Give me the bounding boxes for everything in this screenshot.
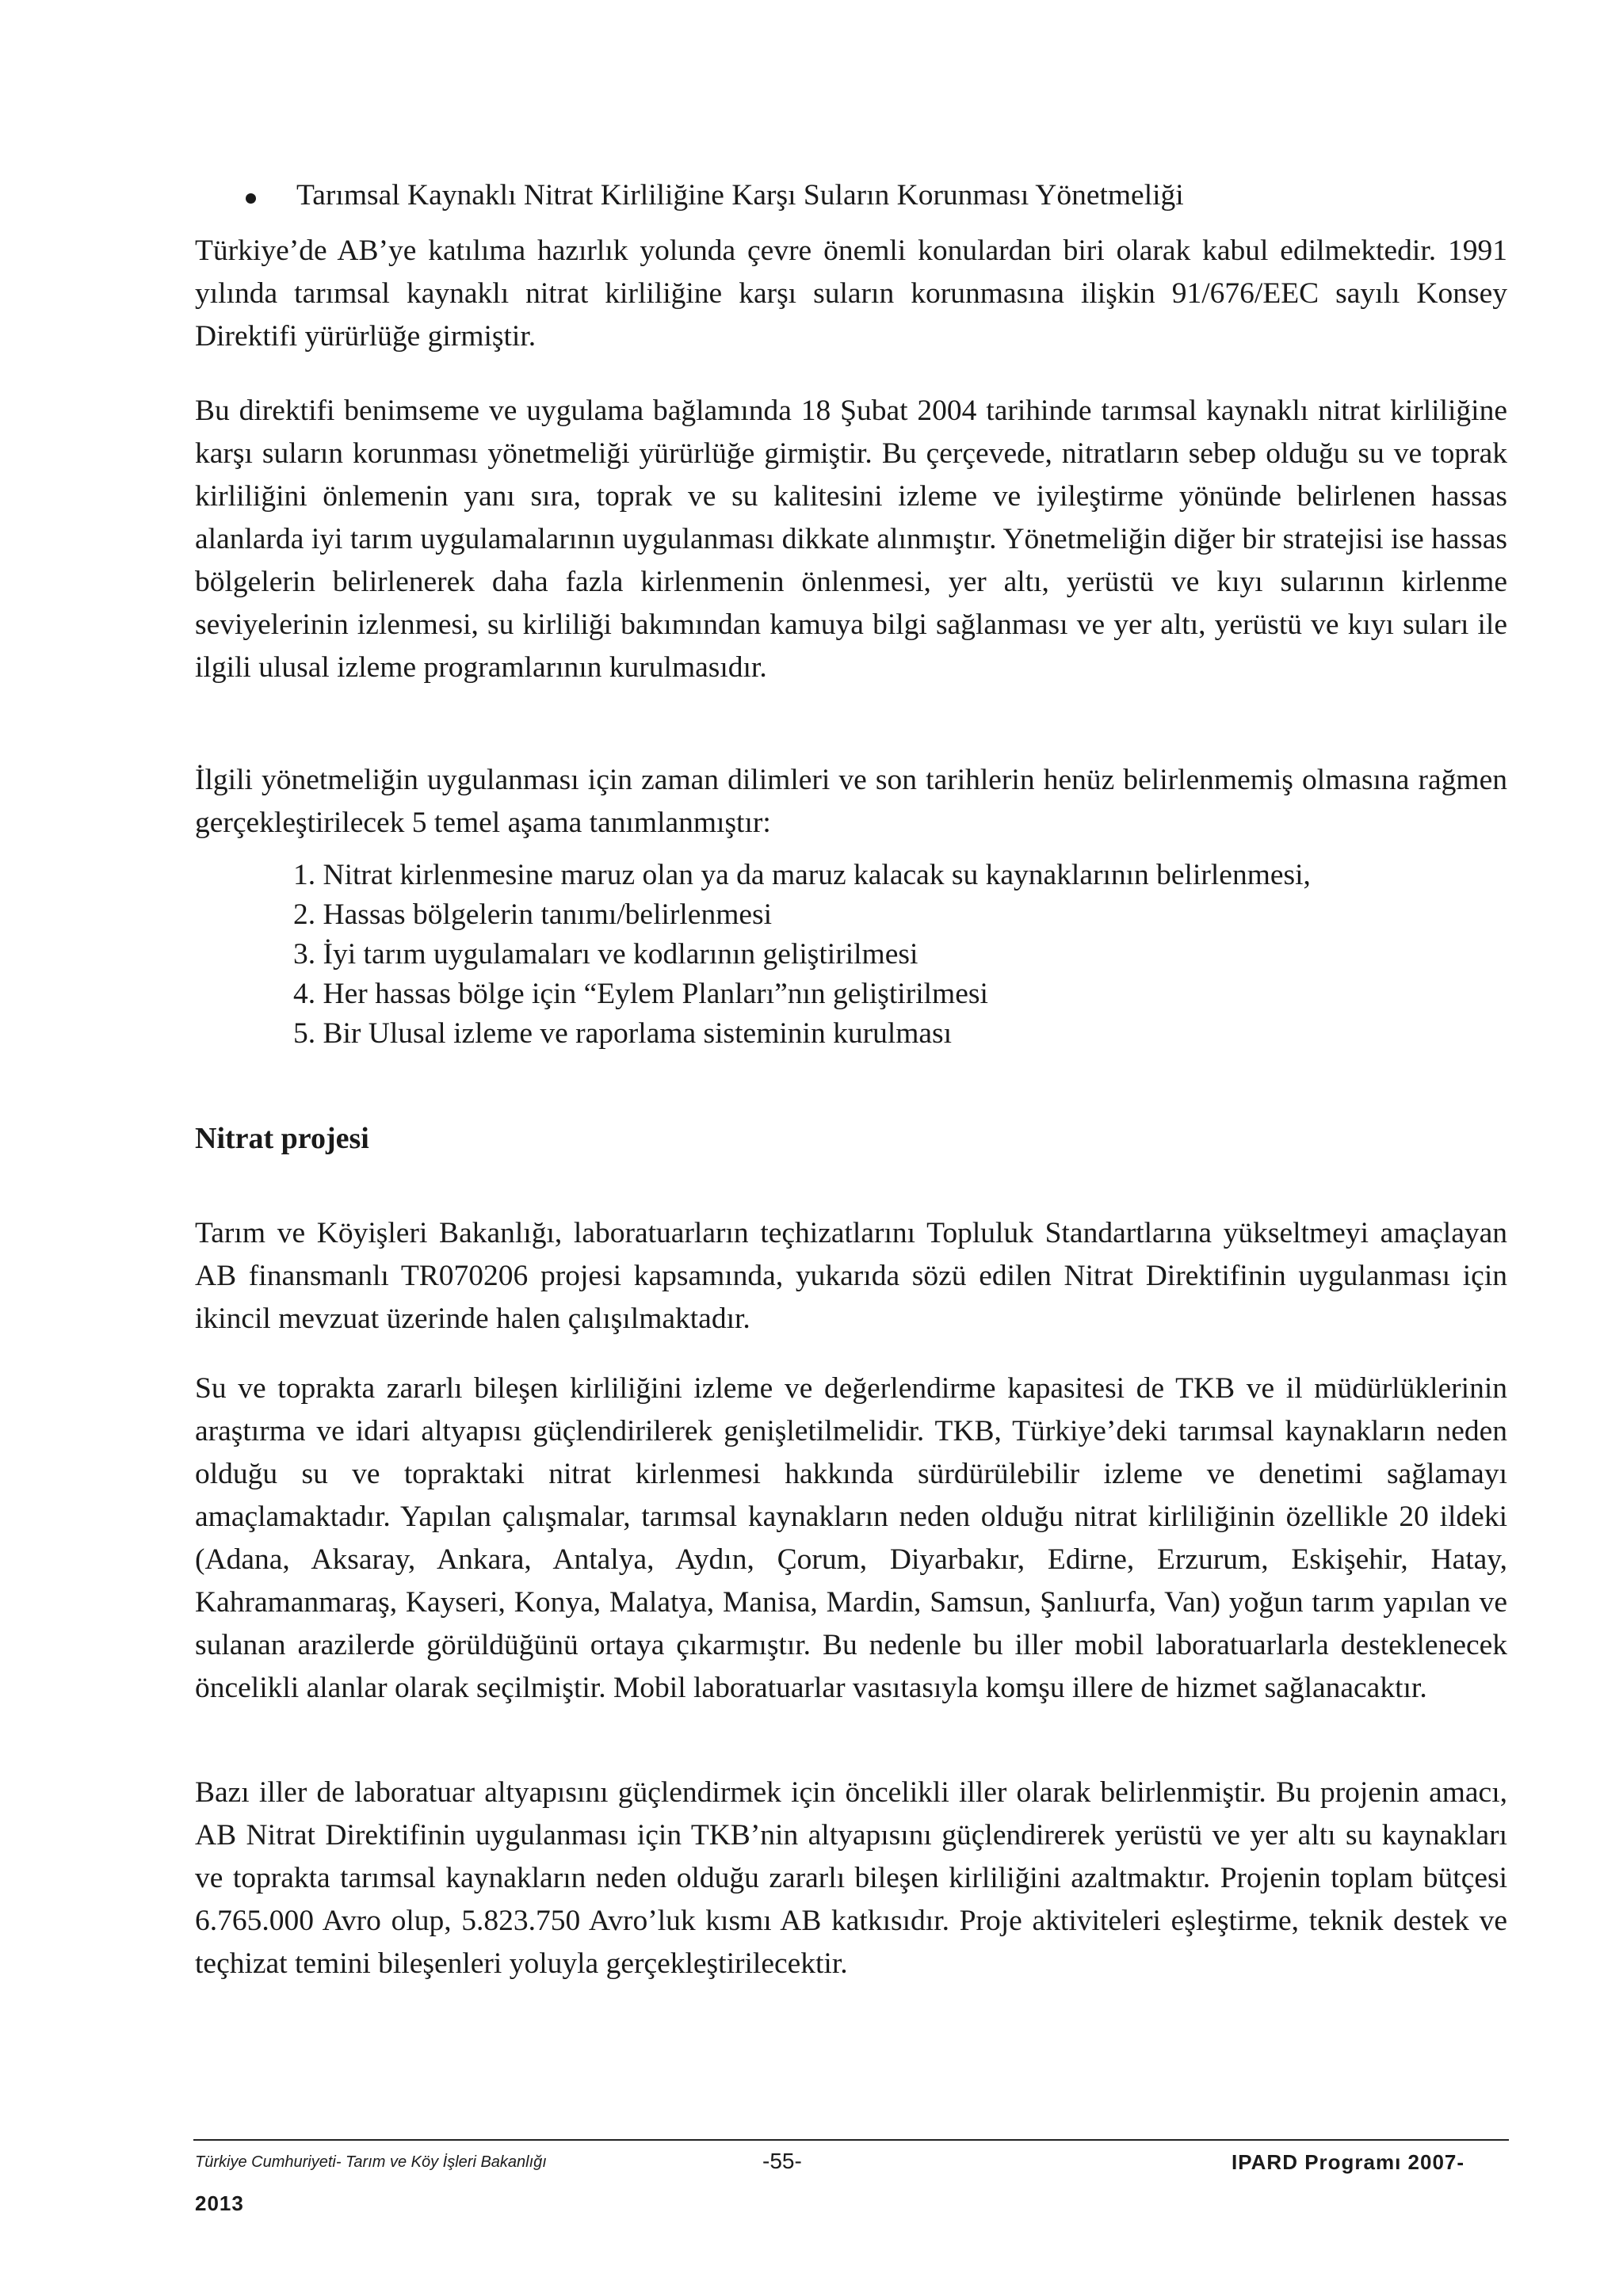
list-item: 1. Nitrat kirlenmesine maruz olan ya da maruz kalacak su kaynaklarının belirlenmesi, (293, 859, 1311, 891)
steps-list (293, 856, 1311, 1054)
footer-ministry: Türkiye Cumhuriyeti- Tarım ve Köy İşleri Bakanlığı (195, 2153, 547, 2171)
paragraph-6: Bazı iller de laboratuar altyapısını güçlendirmek için öncelikli iller olarak belirlenmiştir. Bu projenin amacı, AB Nitrat Direktifinin uygulanması için TKB’nin altyapısını güçlendirerek yerüstü ve yer altı su kaynakları ve toprakta tarımsal kaynakların neden olduğu zararlı bileşen kirliliğini azaltmaktır. Projenin toplam bütçesi 6.765.000 Avro olup, 5.823.750 Avro’luk kısmı AB katkısıdır. Proje aktiviteleri eşleştirme, teknik destek ve teçhizat temini bileşenleri yoluyla gerçekleştirilecektir. (195, 1776, 1507, 1980)
section-heading: Nitrat projesi (195, 1122, 369, 1155)
page-number: -55- (762, 2149, 802, 2173)
list-item: 3. İyi tarım uygulamaları ve kodlarının geliştirilmesi (293, 938, 918, 971)
paragraph-1: Türkiye’de AB’ye katılıma hazırlık yolunda çevre önemli konulardan biri olarak kabul edilmektedir. 1991 yılında tarımsal kaynaklı nitrat kirliliğine karşı suların korunmasına ilişkin 91/676/EEC sayılı Konsey Direktifi yürürlüğe girmiştir. (195, 235, 1507, 353)
paragraph-4: Tarım ve Köyişleri Bakanlığı, laboratuarların teçhizatlarını Topluluk Standartlarına yükseltmeyi amaçlayan AB finansmanlı TR070206 projesi kapsamında, yukarıda sözü edilen Nitrat Direktifinin uygulanması için ikincil mevzuat üzerinde halen çalışılmaktadır. (195, 1217, 1507, 1335)
list-item: 4. Her hassas bölge için “Eylem Planları”nın geliştirilmesi (293, 978, 988, 1010)
paragraph-2: Bu direktifi benimseme ve uygulama bağlamında 18 Şubat 2004 tarihinde tarımsal kaynaklı nitrat kirliliğine karşı suların korunması yönetmeliği yürürlüğe girmiştir. Bu çerçevede, nitratların sebep olduğu su ve toprak kirliliğini önlemenin yanı sıra, toprak ve su kalitesini izleme ve iyileştirme yönünde belirlenen hassas alanlarda iyi tarım uygulamalarının uygulanması dikkate alınmıştır. Yönetmeliğin diğer bir stratejisi ise hassas bölgelerin belirlenerek daha fazla kirlenmenin önlenmesi, yer altı, yerüstü ve kıyı sularının kirlenme seviyelerinin izlenmesi, su kirliliği bakımından kamuya bilgi sağlanması ve yer altı, yerüstü ve kıyı suları ile ilgili ulusal izleme programlarının kurulmasıdır. (195, 395, 1507, 684)
paragraph-5: Su ve toprakta zararlı bileşen kirliliğini izleme ve değerlendirme kapasitesi de TKB ve il müdürlüklerinin araştırma ve idari altyapısı güçlendirilerek genişletilmelidir. TKB, Türkiye’deki tarımsal kaynakların neden olduğu su ve topraktaki nitrat kirlenmesi hakkında sürdürülebilir izleme ve denetimi sağlamayı amaçlamaktadır. Yapılan çalışmalar, tarımsal kaynakların neden olduğu nitrat kirliliğinin özellikle 20 ildeki (Adana, Aksaray, Ankara, Antalya, Aydın, Çorum, Diyarbakır, Edirne, Erzurum, Eskişehir, Hatay, Kahramanmaraş, Kayseri, Konya, Malatya, Manisa, Mardin, Samsun, Şanlıurfa, Van) yoğun tarım yapılan ve sulanan arazilerde görüldüğünü ortaya çıkarmıştır. Bu nedenle bu iller mobil laboratuarlarla desteklenecek öncelikli alanlar olarak seçilmiştir. Mobil laboratuarlar vasıtasıyla komşu illere de hizmet sağlanacaktır. (195, 1372, 1507, 1704)
footer-year: 2013 (195, 2191, 244, 2215)
footer-program: IPARD Programı 2007- (1232, 2150, 1465, 2174)
list-item: 2. Hassas bölgelerin tanımı/belirlenmesi (293, 898, 773, 931)
list-item: 5. Bir Ulusal izleme ve raporlama sisteminin kurulması (293, 1017, 953, 1050)
paragraph-3: İlgili yönetmeliğin uygulanması için zaman dilimleri ve son tarihlerin henüz belirlenmemiş olmasına rağmen gerçekleştirilecek 5 temel aşama tanımlanmıştır: (195, 764, 1507, 839)
footer-divider (193, 2139, 1509, 2141)
bullet-title: Tarımsal Kaynaklı Nitrat Kirliliğine Karşı Suların Korunması Yönetmeliği (296, 179, 1184, 212)
bullet-icon (246, 193, 256, 204)
